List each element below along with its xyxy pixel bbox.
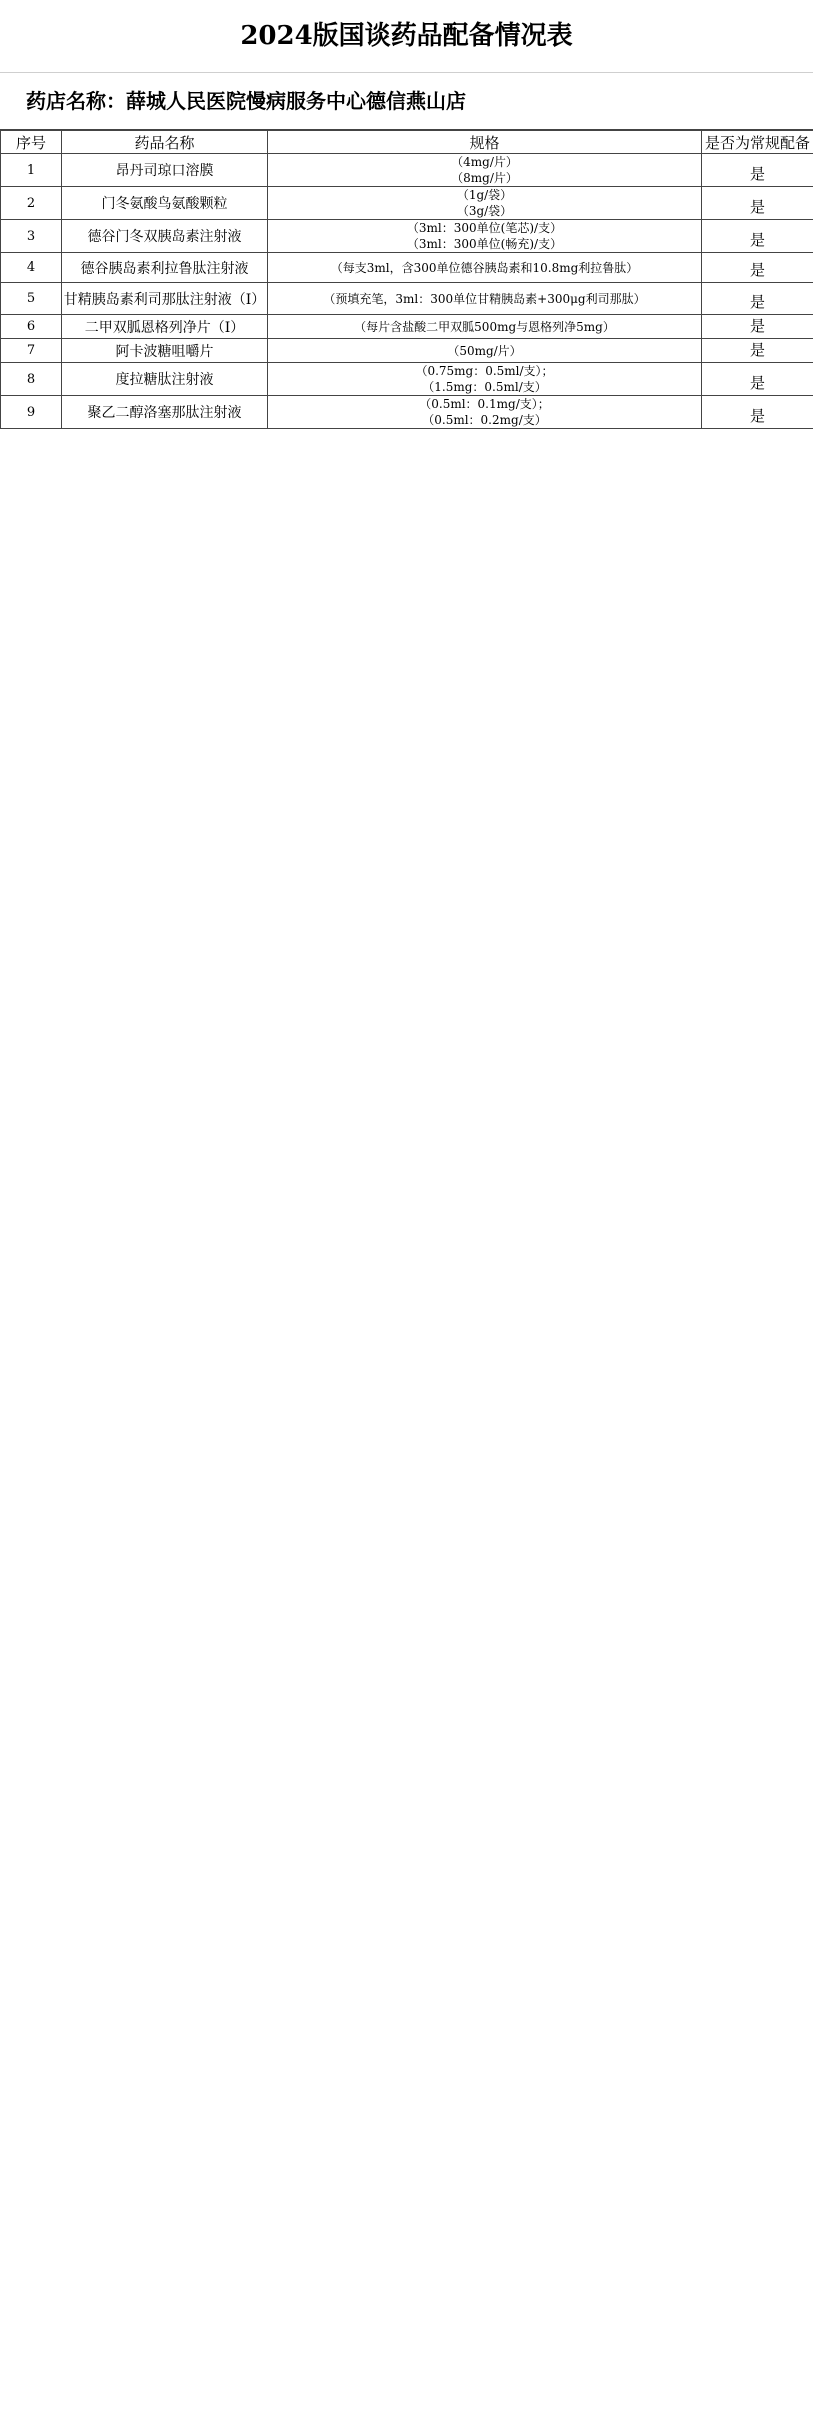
table-row xyxy=(1,187,813,220)
row-spec xyxy=(268,253,702,283)
store-name: 药店名称：薛城人民医院慢病服务中心德信燕山店 xyxy=(0,73,813,130)
header-name: 药品名称 xyxy=(62,131,268,154)
row-spec-line: （预填充笔，3ml：300单位甘精胰岛素+300μg利司那肽） xyxy=(323,291,646,306)
row-spec xyxy=(268,154,702,187)
table-row xyxy=(1,363,813,396)
document-title: 2024版国谈药品配备情况表 xyxy=(0,0,813,73)
row-spec-line: （每片含盐酸二甲双胍500mg与恩格列净5mg） xyxy=(354,319,615,334)
header-seq: 序号 xyxy=(1,131,62,154)
document-page xyxy=(0,0,813,429)
row-spec-line: （0.5ml：0.2mg/支） xyxy=(422,413,547,427)
row-seq: 6 xyxy=(1,315,62,339)
header-spec: 规格 xyxy=(268,131,702,154)
row-spec-line: （每支3ml，含300单位德谷胰岛素和10.8mg利拉鲁肽） xyxy=(330,260,639,275)
row-regular-flag: 是 xyxy=(702,154,813,187)
row-seq: 2 xyxy=(1,187,62,220)
row-regular-flag: 是 xyxy=(702,187,813,220)
row-drug-name: 德谷门冬双胰岛素注射液 xyxy=(62,220,268,253)
table-row xyxy=(1,253,813,283)
row-spec-line: （3ml：300单位(畅充)/支） xyxy=(406,237,563,251)
row-spec xyxy=(268,187,702,220)
table-row xyxy=(1,315,813,339)
row-spec-line: （0.5ml：0.1mg/支）； xyxy=(419,397,550,411)
row-seq: 1 xyxy=(1,154,62,187)
table-row xyxy=(1,154,813,187)
row-regular-flag: 是 xyxy=(702,339,813,363)
row-seq: 7 xyxy=(1,339,62,363)
row-drug-name: 二甲双胍恩格列净片（I） xyxy=(62,315,268,339)
row-spec xyxy=(268,315,702,339)
row-drug-name: 阿卡波糖咀嚼片 xyxy=(62,339,268,363)
row-regular-flag: 是 xyxy=(702,315,813,339)
row-spec-line: （3ml：300单位(笔芯)/支） xyxy=(406,221,563,235)
row-seq: 4 xyxy=(1,253,62,283)
row-regular-flag: 是 xyxy=(702,396,813,429)
table-row xyxy=(1,283,813,315)
row-drug-name: 甘精胰岛素利司那肽注射液（I） xyxy=(62,283,268,315)
row-spec-line: （1.5mg：0.5ml/支） xyxy=(422,380,547,394)
row-spec xyxy=(268,396,702,429)
row-seq: 9 xyxy=(1,396,62,429)
row-regular-flag: 是 xyxy=(702,253,813,283)
table-row xyxy=(1,339,813,363)
row-spec-line: （1g/袋） xyxy=(456,188,513,202)
row-spec-line: （50mg/片） xyxy=(447,343,522,358)
row-drug-name: 昂丹司琼口溶膜 xyxy=(62,154,268,187)
row-spec-line: （8mg/片） xyxy=(451,171,518,185)
row-drug-name: 度拉糖肽注射液 xyxy=(62,363,268,396)
row-spec-line: （4mg/片） xyxy=(451,155,518,169)
row-regular-flag: 是 xyxy=(702,363,813,396)
row-regular-flag: 是 xyxy=(702,220,813,253)
row-drug-name: 聚乙二醇洛塞那肽注射液 xyxy=(62,396,268,429)
drug-table xyxy=(0,130,813,429)
table-row xyxy=(1,220,813,253)
row-seq: 5 xyxy=(1,283,62,315)
row-spec xyxy=(268,220,702,253)
table-row xyxy=(1,396,813,429)
row-regular-flag: 是 xyxy=(702,283,813,315)
row-seq: 3 xyxy=(1,220,62,253)
row-drug-name: 德谷胰岛素利拉鲁肽注射液 xyxy=(62,253,268,283)
row-spec xyxy=(268,283,702,315)
row-seq: 8 xyxy=(1,363,62,396)
row-drug-name: 门冬氨酸鸟氨酸颗粒 xyxy=(62,187,268,220)
row-spec-line: （0.75mg：0.5ml/支）； xyxy=(415,364,554,378)
table-header-row xyxy=(1,131,813,154)
header-flag: 是否为常规配备 xyxy=(702,131,813,154)
row-spec xyxy=(268,363,702,396)
row-spec xyxy=(268,339,702,363)
row-spec-line: （3g/袋） xyxy=(456,204,513,218)
table-body xyxy=(1,154,813,429)
